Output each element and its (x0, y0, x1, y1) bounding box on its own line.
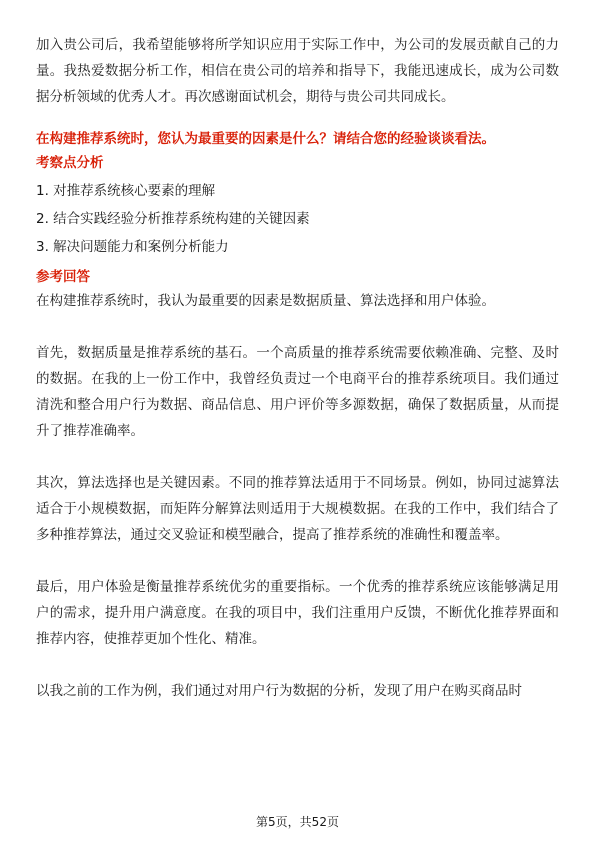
page-number-footer: 第5页，共52页 (256, 815, 339, 829)
analysis-point: 3. 解决问题能力和案例分析能力 (36, 239, 229, 255)
analysis-point: 1. 对推荐系统核心要素的理解 (36, 183, 216, 199)
interview-question: 在构建推荐系统时，您认为最重要的因素是什么？请结合您的经验谈谈看法。 (36, 131, 495, 147)
answer-paragraph: 首先，数据质量是推荐系统的基石。一个高质量的推荐系统需要依赖准确、完整、及时的数据。在我的上一份工作中，我曾经负责过一个电商平台的推荐系统项目。我们通过清洗和整合用户行为数据、商品信息、用户评价等多源数据，确保了数据质量，从而提升了推荐准确率。 (36, 345, 559, 439)
page-content (36, 32, 559, 704)
analysis-point: 2. 结合实践经验分析推荐系统构建的关键因素 (36, 211, 310, 227)
answer-paragraph: 最后，用户体验是衡量推荐系统优劣的重要指标。一个优秀的推荐系统应该能够满足用户的需求，提升用户满意度。在我的项目中，我们注重用户反馈，不断优化推荐界面和推荐内容，使推荐更加个性化、精准。 (36, 579, 559, 647)
analysis-heading: 考察点分析 (36, 155, 104, 171)
answer-paragraph: 在构建推荐系统时，我认为最重要的因素是数据质量、算法选择和用户体验。 (36, 293, 495, 309)
analysis-points-list (36, 178, 559, 260)
answer-paragraph: 以我之前的工作为例，我们通过对用户行为数据的分析，发现了用户在购买商品时 (36, 683, 522, 699)
answer-heading: 参考回答 (36, 269, 90, 285)
answer-body (36, 288, 559, 704)
intro-paragraph: 加入贵公司后，我希望能够将所学知识应用于实际工作中，为公司的发展贡献自己的力量。我热爱数据分析工作，相信在贵公司的培养和指导下，我能迅速成长，成为公司数据分析领域的优秀人才。再次感谢面试机会，期待与贵公司共同成长。 (36, 37, 559, 105)
answer-paragraph: 其次，算法选择也是关键因素。不同的推荐算法适用于不同场景。例如，协同过滤算法适合于小规模数据，而矩阵分解算法则适用于大规模数据。在我的工作中，我们结合了多种推荐算法，通过交叉验证和模型融合，提高了推荐系统的准确性和覆盖率。 (36, 475, 559, 543)
